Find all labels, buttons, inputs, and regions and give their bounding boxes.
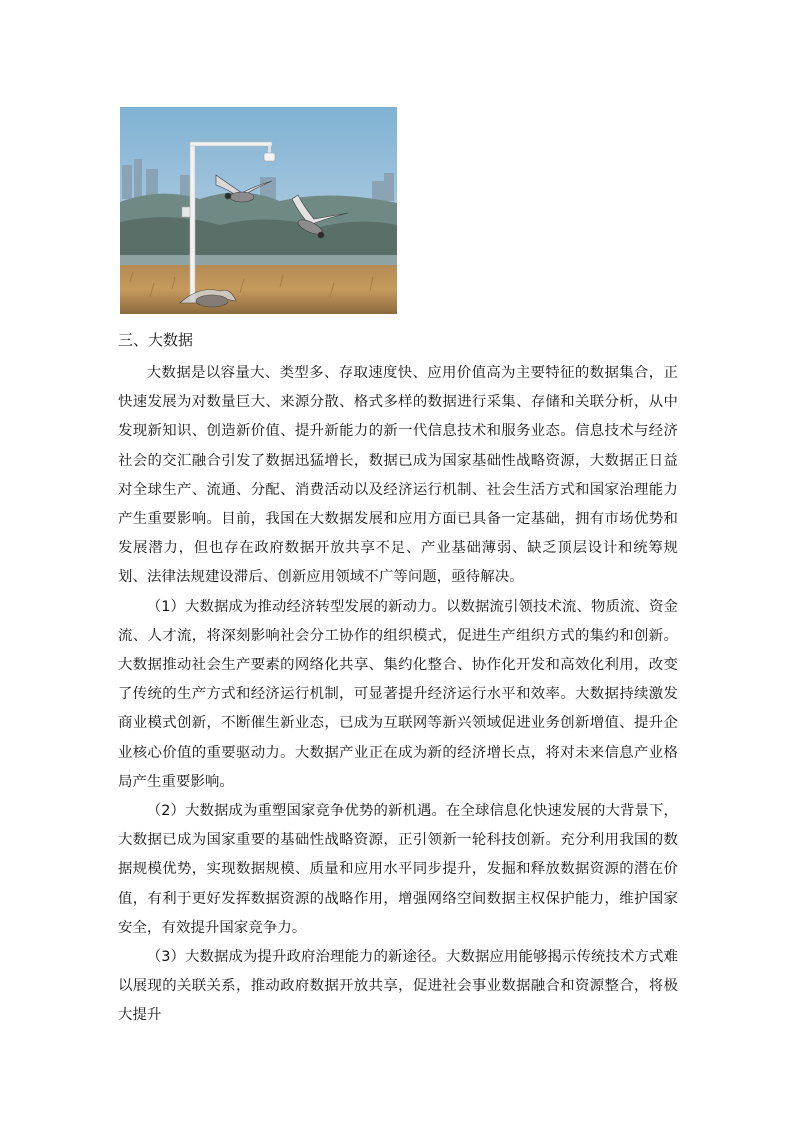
wetland-photo xyxy=(120,107,397,314)
paragraph-intro: 大数据是以容量大、类型多、存取速度快、应用价值高为主要特征的数据集合，正快速发展为对数量巨大、来源分散、格式多样的数据进行采集、存储和关联分析，从中发现新知识、创造新价值、提升新能力的新一代信息技术和服务业态。信息技术与经济社会的交汇融合引发了数据迅猛增长，数据已成为国家基础性战略资源，大数据正日益对全球生产、流通、分配、消费活动以及经济运行机制、社会生活方式和国家治理能力产生重要影响。目前，我国在大数据发展和应用方面已具备一定基础，拥有市场优势和发展潜力，但也存在政府数据开放共享不足、产业基础薄弱、缺乏顶层设计和统筹规划、法律法规建设滞后、创新应用领域不广等问题，亟待解决。 xyxy=(118,365,678,586)
section-heading: 三、大数据 xyxy=(118,331,194,349)
paragraph-point-3: （3）大数据成为提升政府治理能力的新途径。大数据应用能够揭示传统技术方式难以展现的关联关系，推动政府数据开放共享，促进社会事业数据融合和资源整合，将极大提升 xyxy=(118,949,678,1024)
paragraph-point-2: （2）大数据成为重塑国家竞争优势的新机遇。在全球信息化快速发展的大背景下，大数据已成为国家重要的基础性战略资源，正引领新一轮科技创新。充分利用我国的数据规模优势，实现数据规模、质量和应用水平同步提升，发掘和释放数据资源的潜在价值，有利于更好发挥数据资源的战略作用，增强网络空间数据主权保护能力，维护国家安全，有效提升国家竞争力。 xyxy=(118,803,678,936)
body-text xyxy=(118,359,678,1031)
photo-birds-over-wetland-icon xyxy=(120,107,397,314)
paragraph-point-1: （1）大数据成为推动经济转型发展的新动力。以数据流引领技术流、物质流、资金流、人才流，将深刻影响社会分工协作的组织模式，促进生产组织方式的集约和创新。大数据推动社会生产要素的网络化共享、集约化整合、协作化开发和高效化利用，改变了传统的生产方式和经济运行机制，可显著提升经济运行水平和效率。大数据持续激发商业模式创新，不断催生新业态，已成为互联网等新兴领域促进业务创新增值、提升企业核心价值的重要驱动力。大数据产业正在成为新的经济增长点，将对未来信息产业格局产生重要影响。 xyxy=(118,598,678,790)
